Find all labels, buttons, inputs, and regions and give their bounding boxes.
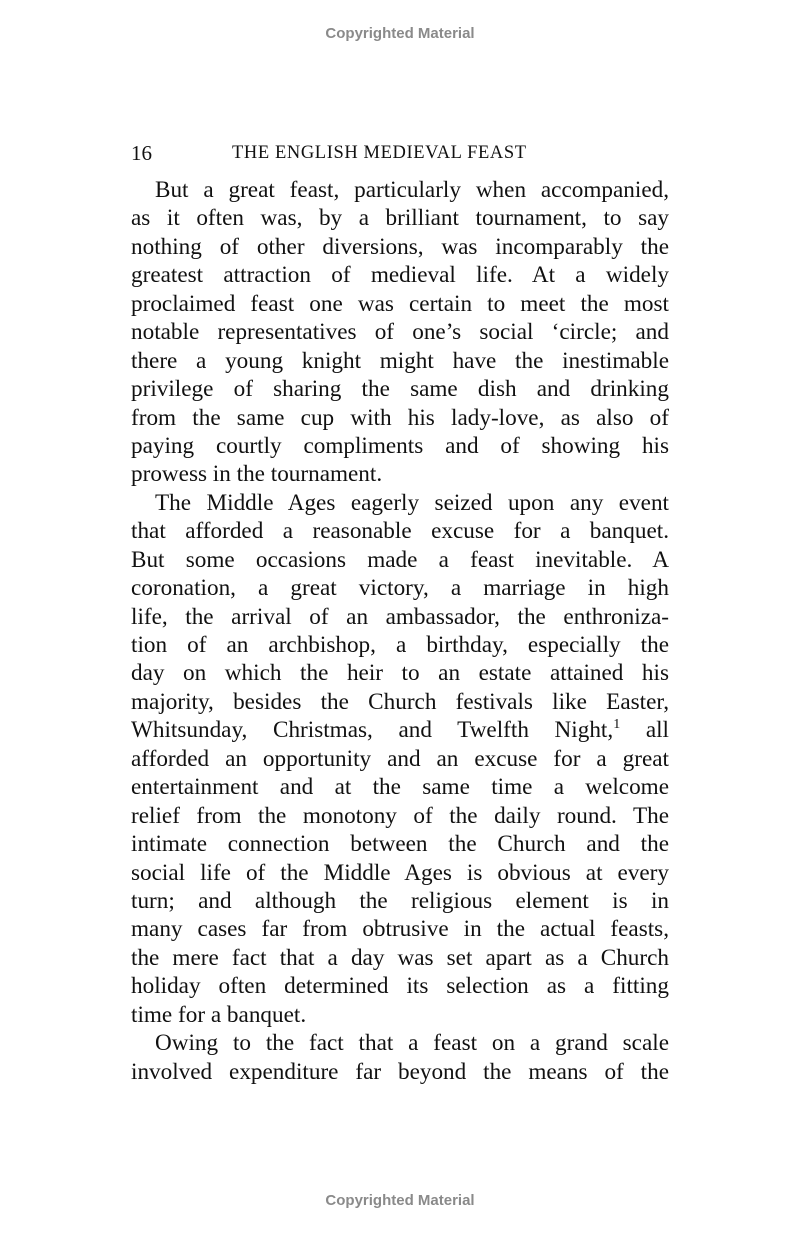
text-line: relief from the monotony of the daily round. The — [131, 802, 669, 829]
text-line: proclaimed feast one was certain to meet the most — [131, 290, 669, 317]
body-text — [131, 176, 669, 1086]
running-head — [131, 141, 668, 167]
copyright-watermark-bottom: Copyrighted Material — [325, 1192, 475, 1209]
paragraph-3 — [131, 1029, 669, 1086]
text-line: time for a banquet. — [131, 1001, 307, 1028]
book-title: THE ENGLISH MEDIEVAL FEAST — [232, 143, 527, 163]
text-line: as it often was, by a brilliant tournament, to say — [131, 205, 669, 232]
text-segment: all — [620, 717, 669, 744]
text-line: that afforded a reasonable excuse for a banquet. — [131, 518, 669, 545]
text-line: prowess in the tournament. — [131, 461, 383, 488]
text-line: from the same cup with his lady-love, as also of — [131, 404, 669, 431]
text-line: But a great feast, particularly when accompanied, — [155, 177, 669, 203]
text-line: coronation, a great victory, a marriage in high — [131, 575, 669, 602]
text-line: entertainment and at the same time a welcome — [131, 774, 669, 801]
text-line: majority, besides the Church festivals like Easter, — [131, 688, 669, 715]
text-line: greatest attraction of medieval life. At a widely — [131, 262, 669, 289]
text-line: social life of the Middle Ages is obvious at every — [131, 859, 669, 886]
text-line: afforded an opportunity and an excuse for a great — [131, 745, 669, 772]
paragraph-1 — [131, 176, 669, 489]
text-line: day on which the heir to an estate attained his — [131, 660, 669, 687]
copyright-watermark-top: Copyrighted Material — [325, 25, 475, 42]
text-segment: Whitsunday, Christmas, and Twelfth Night, — [131, 717, 614, 744]
text-line: life, the arrival of an ambassador, the enthroniza- — [131, 603, 669, 630]
text-line: nothing of other diversions, was incomparably the — [131, 233, 669, 260]
text-line-with-footnote — [131, 716, 669, 744]
paragraph-2 — [131, 489, 669, 1029]
page-number: 16 — [131, 141, 152, 165]
text-line: notable representatives of one’s social ‘circle; and — [131, 319, 669, 346]
text-line: involved expenditure far beyond the means of the — [131, 1058, 669, 1085]
text-line: holiday often determined its selection as a fitting — [131, 973, 669, 1000]
text-line: Owing to the fact that a feast on a grand scale — [155, 1030, 669, 1057]
text-line: intimate connection between the Church and the — [131, 831, 669, 858]
text-line: the mere fact that a day was set apart as a Church — [131, 944, 669, 971]
text-line: But some occasions made a feast inevitable. A — [131, 546, 669, 573]
text-line: turn; and although the religious element is in — [131, 887, 669, 914]
text-line: The Middle Ages eagerly seized upon any event — [155, 489, 669, 516]
footnote-marker: 1 — [613, 717, 621, 733]
text-line: paying courtly compliments and of showing his — [131, 432, 669, 459]
text-line: there a young knight might have the inestimable — [131, 347, 669, 374]
text-line: many cases far from obtrusive in the actual feasts, — [131, 916, 669, 943]
text-line: tion of an archbishop, a birthday, especially the — [131, 632, 669, 658]
text-line: privilege of sharing the same dish and drinking — [131, 376, 669, 403]
